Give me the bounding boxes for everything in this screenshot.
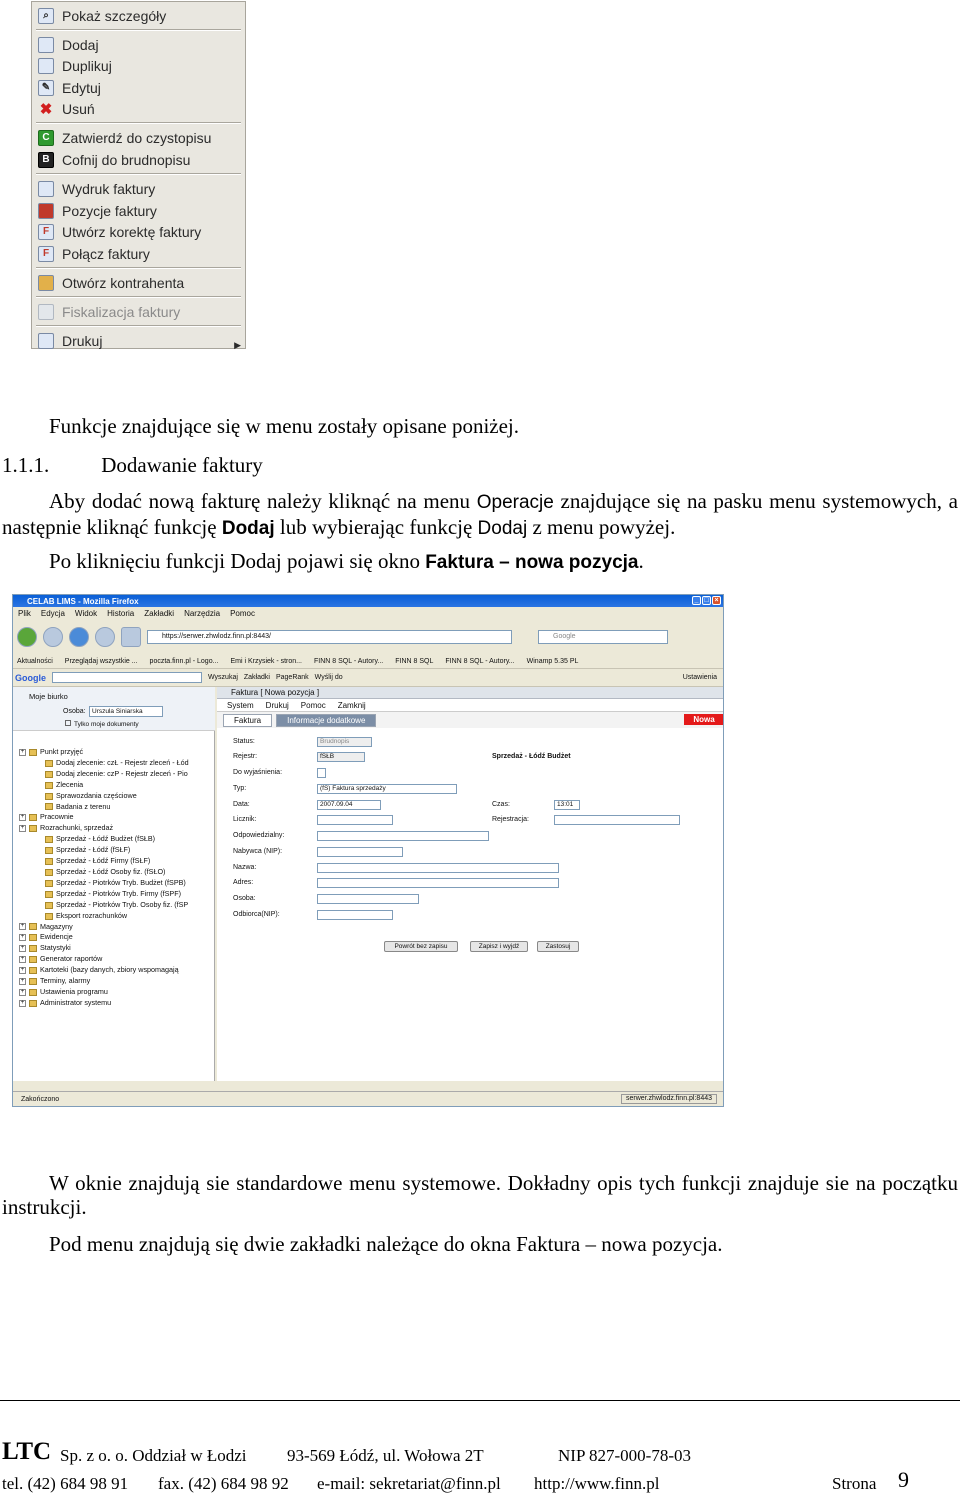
footer-www[interactable]: http://www.finn.pl (534, 1474, 660, 1493)
browser-statusbar (13, 1091, 723, 1106)
menu-pomoc[interactable]: Pomoc (230, 608, 255, 618)
data-label: Data: (233, 801, 250, 808)
menu-separator (36, 267, 241, 268)
status-field: Brudnopis (317, 737, 372, 747)
folder-icon (45, 782, 53, 789)
home-icon[interactable] (121, 627, 141, 647)
folder-icon (45, 760, 53, 767)
czas-label: Czas: (492, 801, 510, 808)
menu-item-cofnij[interactable]: B Cofnij do brudnopisu (38, 150, 190, 170)
nazwa-label: Nazwa: (233, 864, 257, 871)
desk-tree (19, 747, 189, 1009)
window-titlebar: CELAB LIMS - Mozilla Firefox _ □ × (13, 595, 723, 607)
menu-historia[interactable]: Historia (107, 608, 135, 618)
search-input[interactable]: Google (538, 630, 668, 644)
correction-icon: F (38, 224, 54, 240)
menu-separator (36, 325, 241, 326)
forward-icon[interactable] (43, 627, 63, 647)
section-heading (2, 453, 263, 477)
return-without-save-button[interactable]: Powrót bez zapisu (384, 941, 458, 952)
minimize-icon[interactable]: _ (692, 596, 701, 605)
tree-item-label: Sprzedaż - Piotrków Tryb. Budżet (fSPB) (56, 877, 186, 887)
tree-item[interactable] (19, 965, 189, 976)
folder-icon (29, 934, 37, 941)
tree-item-label: Sprzedaż - Łódź Budżet (fSŁB) (56, 834, 156, 844)
bookmark[interactable]: FINN 8 SQL (395, 658, 434, 665)
do-wyjasnienia-label: Do wyjaśnienia: (233, 769, 283, 776)
rejestr-label: Rejestr: (233, 753, 258, 760)
navigation-toolbar (13, 619, 723, 655)
status-label: Status: (233, 738, 255, 745)
tree-item[interactable] (19, 987, 189, 998)
bookmark[interactable]: Przeglądaj wszystkie ... (64, 658, 138, 665)
bookmark[interactable]: FINN 8 SQL - Autory... (445, 658, 515, 665)
folder-icon (45, 836, 53, 843)
apply-button[interactable]: Zastosuj (537, 941, 579, 952)
merge-icon: F (38, 246, 54, 262)
back-icon[interactable] (17, 627, 37, 647)
tree-item-label: Pracownie (40, 812, 74, 822)
menu-separator (36, 122, 241, 123)
do-wyjasnienia-checkbox[interactable] (317, 768, 326, 778)
tree-item-label: Sprzedaż - Łódź Osoby fiz. (fSŁO) (56, 866, 166, 876)
print-icon (38, 333, 54, 349)
tree-item-label: Ustawienia programu (40, 986, 108, 996)
expand-icon[interactable]: + (20, 923, 25, 930)
adres-field[interactable] (317, 878, 559, 888)
paragraph-zakladki: Pod menu znajdują się dwie zakładki należące do okna Faktura – nowa pozycja. (49, 1232, 723, 1256)
menu-item-kontrahent[interactable]: Otwórz kontrahenta (38, 273, 184, 293)
menu-item-duplikuj[interactable]: Duplikuj (38, 56, 112, 76)
adres-label: Adres: (233, 879, 254, 886)
rejestracja-label: Rejestracja: (492, 816, 529, 823)
tree-item-label: Rozrachunki, sprzedaż (40, 823, 114, 833)
tree-item[interactable] (19, 769, 189, 780)
invoice-window (217, 687, 724, 1081)
paragraph-dodaj: Aby dodać nową fakturę należy kliknąć na menu Operacje znajdujące się na pasku menu systemowych, a następnie kliknąć funkcję Dodaj lub wybierając funkcję Dodaj z menu powyżej. (2, 489, 958, 539)
status-text: Zakończono (21, 1095, 60, 1103)
folder-icon (29, 989, 37, 996)
settings-button[interactable]: Ustawienia (682, 674, 717, 681)
expand-icon[interactable]: + (20, 977, 25, 984)
edit-icon: ✎ (38, 80, 54, 96)
folder-icon (29, 1000, 37, 1007)
tree-item[interactable] (19, 845, 189, 856)
odbiorca-field[interactable] (317, 910, 393, 920)
tree-item[interactable] (19, 976, 189, 987)
duplicate-icon (38, 58, 54, 74)
tree-item-label: Eksport rozrachunków (56, 910, 128, 920)
footer-divider (0, 1400, 960, 1401)
send-to-button[interactable]: Wyślij do (314, 674, 343, 681)
menu-item-polacz[interactable]: F Połącz faktury (38, 244, 150, 264)
tree-item-label: Administrator systemu (40, 997, 112, 1007)
expand-icon[interactable]: + (20, 956, 25, 963)
tree-item[interactable] (19, 922, 189, 933)
folder-icon (45, 880, 53, 887)
rejestr-field: fSŁB (317, 752, 365, 762)
bookmark[interactable]: Winamp 5.35 PL (526, 658, 579, 665)
google-toolbar (13, 669, 723, 687)
nabywca-field[interactable] (317, 847, 403, 857)
tree-item[interactable] (19, 867, 189, 878)
tree-item-label: Statystyki (40, 943, 71, 953)
expand-icon[interactable]: + (20, 988, 25, 995)
status-host: serwer.zhwlodz.finn.pl:8443 (621, 1094, 717, 1104)
bookmark[interactable]: FINN 8 SQL - Autory... (314, 658, 384, 665)
folder-icon (45, 803, 53, 810)
nazwa-field[interactable] (317, 863, 559, 873)
rejestr-name: Sprzedaż - Łódź Budżet (492, 753, 571, 760)
nabywca-label: Nabywca (NIP): (233, 848, 283, 855)
odpowiedzialny-label: Odpowiedzialny: (233, 832, 285, 839)
paragraph-menu: W oknie znajdują sie standardowe menu systemowe. Dokładny opis tych funkcji znajduje sie na początku instrukcji. (2, 1171, 958, 1219)
invoice-window-title: Faktura [ Nowa pozycja ] (217, 687, 724, 699)
footer-fax: fax. (42) 684 98 92 (158, 1474, 289, 1493)
data-field[interactable]: 2007.09.04 (317, 800, 381, 810)
new-document-icon (38, 37, 54, 53)
menu-item-korekta[interactable]: F Utwórz korektę faktury (38, 222, 201, 242)
tab-informacje-dodatkowe[interactable]: Informacje dodatkowe (276, 714, 376, 727)
tree-item[interactable] (19, 878, 189, 889)
footer-logo: LTC (2, 1438, 52, 1465)
expand-icon[interactable]: + (20, 748, 25, 755)
tree-item[interactable] (19, 943, 189, 954)
tree-item-label: Sprzedaż - Piotrków Tryb. Firmy (fSPF) (56, 888, 182, 898)
folder-icon (45, 858, 53, 865)
menu-item-edytuj[interactable]: ✎ Edytuj (38, 78, 101, 98)
tree-item-label: Sprzedaż - Piotrków Tryb. Osoby fiz. (fSP (56, 899, 189, 909)
odbiorca-label: Odbiorca(NIP): (233, 911, 280, 918)
printer-icon (38, 181, 54, 197)
menu-item-fiskalizacja: Fiskalizacja faktury (38, 302, 180, 322)
footer-page-number: 9 (898, 1467, 909, 1492)
folder-icon (45, 793, 53, 800)
tree-item[interactable] (19, 900, 189, 911)
menu-drukuj[interactable]: Drukuj (265, 701, 289, 710)
invoice-form (217, 728, 724, 1081)
google-bookmarks-button[interactable]: Zakładki (243, 674, 270, 681)
browser-menubar (13, 607, 723, 619)
stop-icon[interactable] (95, 627, 115, 647)
tree-item-label: Dodaj zlecenie: czŁ - Rejestr zleceń - Łód (56, 757, 189, 767)
folder-icon (45, 771, 53, 778)
invoice-window-menu (217, 699, 724, 712)
expand-icon[interactable]: + (20, 825, 25, 832)
licznik-field[interactable] (317, 815, 393, 825)
magnifier-icon: ⌕ (38, 8, 54, 24)
menu-item-wydruk[interactable]: Wydruk faktury (38, 179, 155, 199)
google-logo: Google (15, 672, 46, 683)
bookmark[interactable]: poczta.finn.pl - Logo... (149, 658, 219, 665)
tree-item[interactable] (19, 747, 189, 758)
expand-icon[interactable]: + (20, 945, 25, 952)
licznik-label: Licznik: (233, 816, 257, 823)
tree-item[interactable] (19, 954, 189, 965)
osoba-label: Osoba: (233, 895, 256, 902)
menu-narzedzia[interactable]: Narzędzia (184, 608, 221, 618)
fiscal-icon (38, 304, 54, 320)
tree-item-label: Sprzedaż - Łódź (fSŁF) (56, 845, 131, 855)
menu-separator (36, 296, 241, 297)
tree-item[interactable] (19, 780, 189, 791)
tree-item-label: Kartoteki (bazy danych, zbiory wspomagają (40, 965, 179, 975)
desk-panel (13, 687, 215, 1081)
tree-item[interactable] (19, 812, 189, 823)
footer-nip: NIP 827-000-78-03 (558, 1446, 691, 1465)
menu-system[interactable]: System (227, 701, 254, 710)
submenu-arrow-icon: ▶ (234, 340, 241, 350)
odpowiedzialny-field[interactable] (317, 831, 489, 841)
footer-tel: tel. (42) 684 98 91 (2, 1474, 129, 1493)
folder-icon (45, 913, 53, 920)
c-icon: C (38, 130, 54, 146)
menu-edycja[interactable]: Edycja (40, 608, 65, 618)
intro-text: Funkcje znajdujące się w menu zostały opisane poniżej. (49, 414, 520, 438)
osoba-select[interactable]: Urszula Siniarska (89, 706, 163, 717)
tree-item[interactable] (19, 932, 189, 943)
tree-item[interactable] (19, 758, 189, 769)
desk-title: Moje biurko (29, 692, 68, 701)
bookmark[interactable]: Emi i Krzysiek - stron... (230, 658, 303, 665)
rejestracja-field[interactable] (554, 815, 680, 825)
tree-item-label: Magazyny (40, 921, 73, 931)
folder-icon (29, 978, 37, 985)
folder-icon (29, 956, 37, 963)
section-title: Dodawanie faktury (101, 453, 263, 477)
folder-icon (29, 814, 37, 821)
folder-icon (45, 847, 53, 854)
expand-icon[interactable]: + (20, 934, 25, 941)
menu-item-pozycje[interactable]: Pozycje faktury (38, 201, 157, 221)
footer-company: Sp. z o. o. Oddział w Łodzi (60, 1446, 247, 1465)
folder-icon (29, 923, 37, 930)
menu-item-pokaz-szczegoly[interactable]: ⌕ Pokaż szczegóły (38, 6, 166, 26)
url-input[interactable]: https://serwer.zhwlodz.finn.pl:8443/ (147, 630, 512, 644)
menu-separator (36, 29, 241, 30)
tree-item[interactable] (19, 998, 189, 1009)
folder-icon (45, 902, 53, 909)
google-search-button[interactable]: Wyszukaj (208, 674, 238, 681)
folder-icon (45, 891, 53, 898)
expand-icon[interactable]: + (20, 999, 25, 1006)
tree-item-label: Sprzedaż - Łódź Firmy (fSŁF) (56, 856, 151, 866)
tree-item-label: Terminy, alarmy (40, 976, 91, 986)
tree-item-label: Generator raportów (40, 954, 103, 964)
folder-icon (45, 869, 53, 876)
menu-zamknij[interactable]: Zamknij (337, 701, 366, 710)
b-icon: B (38, 152, 54, 168)
reload-icon[interactable] (69, 627, 89, 647)
menu-plik[interactable]: Plik (18, 608, 31, 618)
tree-item-label: Dodaj zlecenie: czP - Rejestr zleceń - Pio (56, 768, 188, 778)
contractor-icon (38, 275, 54, 291)
tree-item[interactable] (19, 802, 189, 813)
expand-icon[interactable]: + (20, 967, 25, 974)
menu-item-usun[interactable]: ✖ Usuń (39, 100, 95, 118)
browser-screenshot (12, 594, 724, 1107)
tree-item-label: Badania z terenu (56, 801, 111, 811)
close-icon[interactable]: × (712, 596, 721, 605)
paragraph-okno: Po kliknięciu funkcji Dodaj pojawi się okno Faktura – nowa pozycja. (49, 549, 644, 573)
footer-page-label: Strona (832, 1474, 877, 1493)
tree-item[interactable] (19, 856, 189, 867)
invoice-tabs (217, 712, 724, 728)
menu-item-zatwierdz[interactable]: C Zatwierdź do czystopisu (38, 128, 211, 148)
folder-icon (29, 945, 37, 952)
czas-field[interactable]: 13:01 (554, 800, 580, 810)
section-number: 1.1.1. (2, 453, 50, 477)
menu-widok[interactable]: Widok (74, 608, 98, 618)
tree-item-label: Zlecenia (56, 779, 84, 789)
expand-icon[interactable]: + (20, 814, 25, 821)
tree-item[interactable] (19, 911, 189, 922)
menu-item-dodaj[interactable]: Dodaj (38, 35, 99, 55)
only-mine-checkbox[interactable]: Tylko moje dokumenty (65, 720, 139, 728)
footer-address: 93-569 Łódź, ul. Wołowa 2T (287, 1446, 484, 1465)
folder-icon (29, 749, 37, 756)
maximize-icon[interactable]: □ (702, 596, 711, 605)
status-badge: Nowa (684, 714, 724, 725)
osoba-field[interactable] (317, 894, 419, 904)
footer-email[interactable]: e-mail: sekretariat@finn.pl (317, 1474, 501, 1493)
menu-zakladki[interactable]: Zakładki (144, 608, 175, 618)
tree-item[interactable] (19, 834, 189, 845)
positions-icon (38, 203, 54, 219)
folder-icon (29, 825, 37, 832)
operacje-context-menu (31, 1, 246, 349)
tree-item-label: Punkt przyjęć (40, 747, 84, 756)
osoba-label: Osoba: (63, 708, 86, 715)
tab-faktura[interactable]: Faktura (223, 714, 272, 727)
folder-icon (29, 967, 37, 974)
tree-item[interactable] (19, 823, 189, 834)
tree-item[interactable] (19, 889, 189, 900)
save-and-exit-button[interactable]: Zapisz i wyjdź (470, 941, 528, 952)
tree-item-label: Ewidencje (40, 932, 73, 942)
pagerank-indicator: PageRank (275, 674, 309, 681)
tree-item[interactable] (19, 791, 189, 802)
menu-separator (36, 173, 241, 174)
desk-header (13, 687, 215, 731)
tree-item-label: Sprawozdania częściowe (56, 790, 137, 800)
typ-select[interactable]: (fS) Faktura sprzedaży (317, 784, 457, 794)
bookmark[interactable]: Aktualności (17, 658, 53, 665)
menu-pomoc[interactable]: Pomoc (300, 701, 326, 710)
delete-icon: ✖ (39, 100, 53, 118)
google-search-input[interactable] (52, 672, 202, 683)
bookmarks-bar (13, 655, 723, 669)
typ-label: Typ: (233, 785, 247, 792)
menu-item-drukuj[interactable]: Drukuj (38, 331, 102, 351)
